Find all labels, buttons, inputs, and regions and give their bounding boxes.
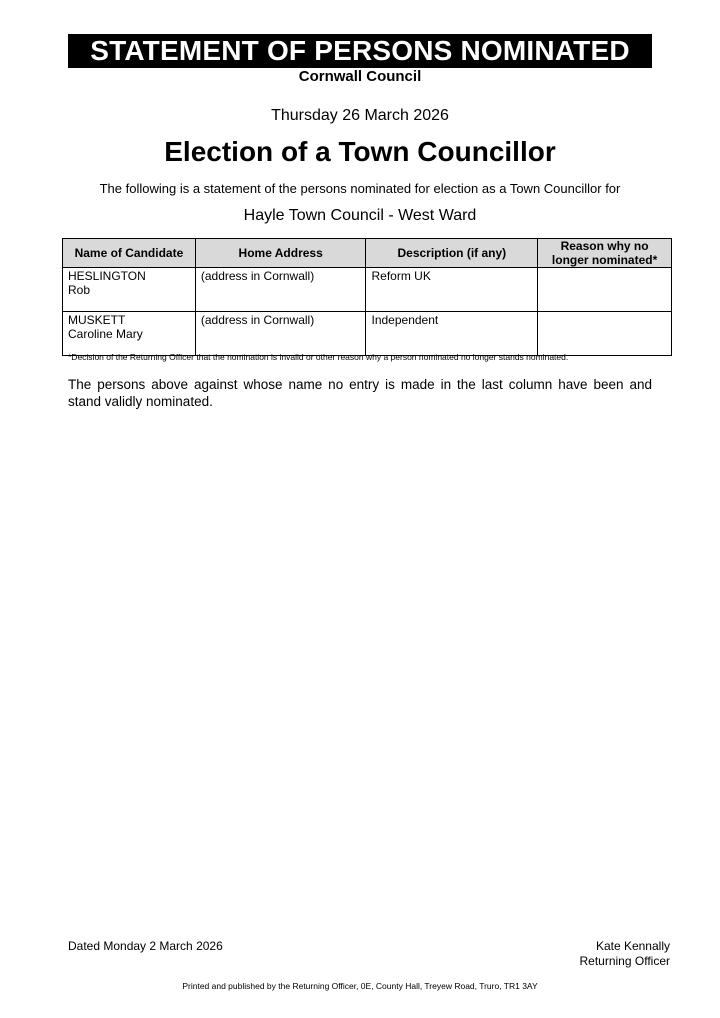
candidate-reason bbox=[538, 312, 672, 356]
candidate-reason bbox=[538, 268, 672, 312]
candidate-name-cell bbox=[63, 268, 196, 312]
candidates-table bbox=[62, 238, 672, 356]
imprint-line: Printed and published by the Returning Officer, 0E, County Hall, Treyew Road, Truro, TR1 3AY bbox=[182, 981, 538, 991]
validity-statement: The persons above against whose name no entry is made in the last column have been and stand validly nominated. bbox=[68, 377, 652, 409]
table-row bbox=[63, 312, 672, 356]
candidate-address: (address in Cornwall) bbox=[195, 312, 366, 356]
column-header-address: Home Address bbox=[195, 239, 366, 268]
candidate-forenames: Caroline Mary bbox=[68, 327, 143, 341]
table-footnote: *Decision of the Returning Officer that the nomination is invalid or other reason why a person nominated no longer stands nominated. bbox=[68, 352, 569, 362]
table-row bbox=[63, 268, 672, 312]
candidate-address: (address in Cornwall) bbox=[195, 268, 366, 312]
council-name: Cornwall Council bbox=[298, 68, 422, 85]
candidate-name-cell bbox=[63, 312, 196, 356]
table-header-row bbox=[63, 239, 672, 268]
candidate-description: Independent bbox=[366, 312, 538, 356]
candidate-description: Reform UK bbox=[366, 268, 538, 312]
dated-line: Dated Monday 2 March 2026 bbox=[68, 939, 223, 953]
election-date: Thursday 26 March 2026 bbox=[271, 107, 449, 124]
officer-name: Kate Kennally bbox=[595, 939, 670, 953]
candidate-surname: HESLINGTON bbox=[68, 269, 146, 283]
column-header-description: Description (if any) bbox=[366, 239, 538, 268]
document-banner: STATEMENT OF PERSONS NOMINATED bbox=[68, 34, 652, 68]
column-header-reason: Reason why no longer nominated* bbox=[538, 239, 672, 268]
returning-officer-block bbox=[580, 939, 671, 969]
ward-name: Hayle Town Council - West Ward bbox=[243, 207, 477, 224]
candidate-forenames: Rob bbox=[68, 283, 91, 297]
election-title: Election of a Town Councillor bbox=[164, 136, 556, 167]
column-header-name: Name of Candidate bbox=[63, 239, 196, 268]
candidate-surname: MUSKETT bbox=[68, 313, 126, 327]
intro-text: The following is a statement of the persons nominated for election as a Town Councillor for bbox=[99, 181, 621, 196]
officer-title: Returning Officer bbox=[579, 954, 670, 968]
